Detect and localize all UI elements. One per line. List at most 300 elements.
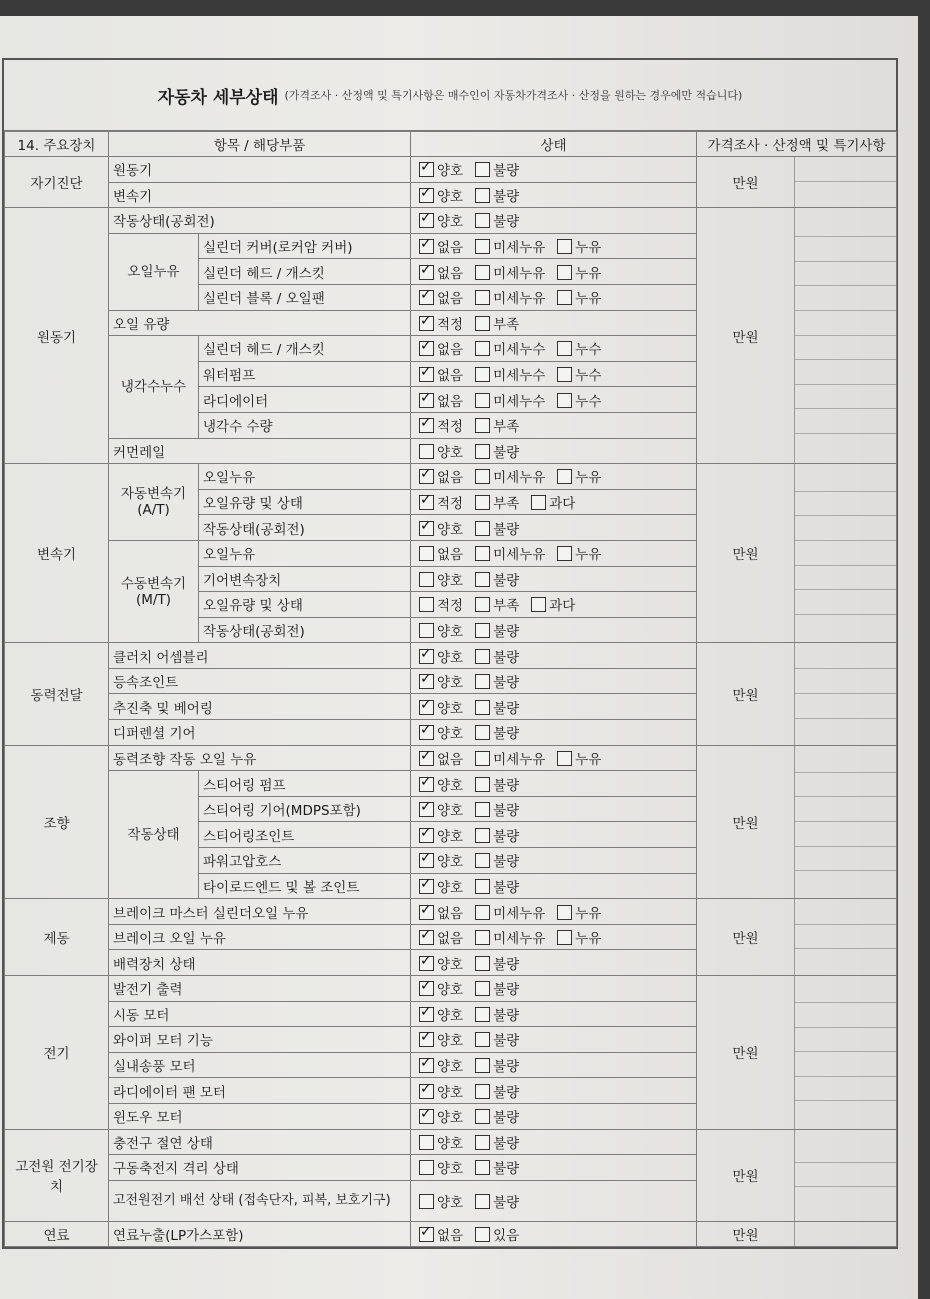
status-option[interactable] — [419, 671, 463, 691]
status-option[interactable] — [419, 748, 463, 768]
checked-checkbox[interactable] — [419, 495, 434, 510]
status-option[interactable] — [557, 390, 601, 410]
status-option[interactable] — [557, 287, 601, 307]
checked-checkbox[interactable] — [419, 777, 434, 792]
checkbox[interactable] — [475, 981, 490, 996]
note-line[interactable] — [795, 1163, 896, 1188]
status-option[interactable] — [475, 722, 519, 742]
table-row — [5, 976, 897, 1002]
item-label: 커먼레일 — [109, 438, 411, 464]
status-option[interactable] — [531, 594, 575, 614]
status-option[interactable] — [419, 466, 463, 486]
status-option[interactable] — [475, 1081, 519, 1101]
table-row — [5, 464, 897, 490]
checkbox[interactable] — [531, 597, 546, 612]
checkbox[interactable] — [475, 213, 490, 228]
status-option[interactable] — [419, 1191, 463, 1211]
checked-checkbox[interactable] — [419, 674, 434, 689]
status-option[interactable] — [475, 313, 519, 333]
status-option[interactable] — [557, 364, 601, 384]
status-option[interactable] — [475, 1106, 519, 1126]
status-option[interactable] — [419, 313, 463, 333]
status-options — [411, 643, 697, 669]
checkbox[interactable] — [475, 188, 490, 203]
status-option[interactable] — [419, 364, 463, 384]
note-line[interactable] — [795, 822, 896, 847]
status-option[interactable] — [557, 543, 601, 563]
status-option[interactable] — [419, 1132, 463, 1152]
option-label: 양호 — [437, 828, 464, 845]
section-name: 동력전달 — [5, 643, 109, 745]
status-option[interactable] — [475, 415, 519, 435]
status-option[interactable] — [419, 1106, 463, 1126]
option-label: 양호 — [437, 1161, 464, 1178]
status-option[interactable] — [475, 338, 545, 358]
status-option[interactable] — [475, 953, 519, 973]
note-line[interactable] — [795, 949, 896, 974]
status-option[interactable] — [419, 594, 463, 614]
section-name: 연료 — [5, 1221, 109, 1247]
status-option[interactable] — [475, 236, 545, 256]
checked-checkbox[interactable] — [419, 802, 434, 817]
checked-checkbox[interactable] — [419, 290, 434, 305]
option-label: 불량 — [493, 188, 520, 205]
checkbox[interactable] — [475, 341, 490, 356]
checkbox[interactable] — [419, 572, 434, 587]
status-option[interactable] — [475, 569, 519, 589]
option-label: 누유 — [575, 291, 602, 308]
price-note-lines[interactable] — [795, 208, 897, 464]
status-option[interactable] — [419, 1029, 463, 1049]
vehicle-detail-form — [2, 58, 898, 1249]
checked-checkbox[interactable] — [419, 981, 434, 996]
checked-checkbox[interactable] — [419, 316, 434, 331]
checked-checkbox[interactable] — [419, 341, 434, 356]
status-option[interactable] — [419, 646, 463, 666]
option-label: 누유 — [575, 751, 602, 768]
inspection-rows — [5, 157, 897, 1247]
sub-item-label: 스티어링 기어(MDPS포함) — [199, 796, 411, 822]
note-line[interactable] — [795, 434, 896, 459]
status-option[interactable] — [557, 466, 601, 486]
checkbox[interactable] — [475, 444, 490, 459]
checkbox[interactable] — [475, 521, 490, 536]
checkbox[interactable] — [475, 930, 490, 945]
checked-checkbox[interactable] — [419, 239, 434, 254]
status-option[interactable] — [475, 262, 545, 282]
note-line[interactable] — [795, 979, 896, 1004]
option-label: 누유 — [575, 470, 602, 487]
status-option[interactable] — [475, 1191, 519, 1211]
note-line[interactable] — [795, 925, 896, 950]
note-line[interactable] — [795, 900, 896, 925]
checkbox[interactable] — [557, 469, 572, 484]
status-option[interactable] — [419, 262, 463, 282]
note-line[interactable] — [795, 492, 896, 517]
price-note-lines[interactable] — [795, 745, 897, 899]
status-option[interactable] — [419, 825, 463, 845]
checkbox[interactable] — [475, 1135, 490, 1150]
price-note-lines[interactable] — [795, 1221, 897, 1247]
checked-checkbox[interactable] — [419, 1007, 434, 1022]
checked-checkbox[interactable] — [419, 265, 434, 280]
status-option[interactable] — [419, 978, 463, 998]
status-option[interactable] — [475, 978, 519, 998]
note-line[interactable] — [795, 871, 896, 896]
checkbox[interactable] — [475, 1227, 490, 1242]
status-option[interactable] — [419, 1055, 463, 1075]
status-option[interactable] — [419, 415, 463, 435]
checkbox[interactable] — [557, 930, 572, 945]
note-line[interactable] — [795, 311, 896, 336]
status-option[interactable] — [475, 210, 519, 230]
checkbox[interactable] — [475, 802, 490, 817]
checkbox[interactable] — [557, 905, 572, 920]
note-line[interactable] — [795, 237, 896, 262]
checked-checkbox[interactable] — [419, 1084, 434, 1099]
checkbox[interactable] — [475, 265, 490, 280]
checked-checkbox[interactable] — [419, 956, 434, 971]
checked-checkbox[interactable] — [419, 700, 434, 715]
status-option[interactable] — [475, 287, 545, 307]
option-label: 과다 — [549, 598, 576, 615]
checkbox[interactable] — [557, 239, 572, 254]
status-option[interactable] — [419, 236, 463, 256]
status-option[interactable] — [419, 876, 463, 896]
checked-checkbox[interactable] — [419, 879, 434, 894]
checkbox[interactable] — [557, 290, 572, 305]
item-group: 자동변속기 (A/T) — [109, 464, 199, 541]
status-option[interactable] — [419, 492, 463, 512]
checked-checkbox[interactable] — [419, 1032, 434, 1047]
status-options — [411, 387, 697, 413]
status-option[interactable] — [475, 1004, 519, 1024]
status-option[interactable] — [475, 543, 545, 563]
note-line[interactable] — [795, 158, 896, 183]
status-option[interactable] — [419, 159, 463, 179]
item-group: 오일누유 — [109, 233, 199, 310]
status-option[interactable] — [475, 850, 519, 870]
checkbox[interactable] — [475, 239, 490, 254]
option-label: 불량 — [493, 214, 520, 231]
note-line[interactable] — [795, 516, 896, 541]
price-note-lines[interactable] — [795, 464, 897, 643]
checkbox[interactable] — [475, 828, 490, 843]
note-line[interactable] — [795, 1101, 896, 1126]
checkbox[interactable] — [475, 418, 490, 433]
option-label: 부족 — [493, 496, 520, 513]
checked-checkbox[interactable] — [419, 1109, 434, 1124]
checkbox[interactable] — [475, 649, 490, 664]
status-options — [411, 899, 697, 925]
status-option[interactable] — [475, 927, 545, 947]
status-option[interactable] — [419, 441, 463, 461]
note-line[interactable] — [795, 1052, 896, 1077]
checkbox[interactable] — [475, 290, 490, 305]
status-option[interactable] — [419, 620, 463, 640]
status-option[interactable] — [419, 850, 463, 870]
option-label: 불량 — [493, 726, 520, 743]
status-option[interactable] — [475, 1055, 519, 1075]
note-line[interactable] — [795, 847, 896, 872]
status-option[interactable] — [475, 390, 545, 410]
option-label: 불량 — [493, 1033, 520, 1050]
note-line[interactable] — [795, 669, 896, 694]
status-option[interactable] — [557, 902, 601, 922]
status-option[interactable] — [475, 492, 519, 512]
checked-checkbox[interactable] — [419, 162, 434, 177]
option-label: 부족 — [493, 316, 520, 333]
option-label: 적정 — [437, 496, 464, 513]
section-name: 고전원 전기장치 — [5, 1129, 109, 1221]
status-option[interactable] — [557, 262, 601, 282]
checkbox[interactable] — [475, 316, 490, 331]
checkbox[interactable] — [419, 1160, 434, 1175]
status-option[interactable] — [419, 927, 463, 947]
status-option[interactable] — [419, 697, 463, 717]
status-option[interactable] — [475, 825, 519, 845]
checkbox[interactable] — [475, 777, 490, 792]
status-option[interactable] — [419, 338, 463, 358]
checked-checkbox[interactable] — [419, 751, 434, 766]
checkbox[interactable] — [475, 1058, 490, 1073]
checked-checkbox[interactable] — [419, 213, 434, 228]
status-option[interactable] — [419, 210, 463, 230]
checked-checkbox[interactable] — [419, 188, 434, 203]
checked-checkbox[interactable] — [419, 521, 434, 536]
option-label: 양호 — [437, 1033, 464, 1050]
note-line[interactable] — [795, 1028, 896, 1053]
note-line[interactable] — [795, 748, 896, 773]
price-note-lines[interactable] — [795, 976, 897, 1130]
status-option[interactable] — [475, 620, 519, 640]
checked-checkbox[interactable] — [419, 1227, 434, 1242]
sub-item-label: 스티어링조인트 — [199, 822, 411, 848]
status-option[interactable] — [557, 338, 601, 358]
option-label: 양호 — [437, 700, 464, 717]
status-options — [411, 1078, 697, 1104]
item-label: 작동상태(공회전) — [109, 208, 411, 234]
note-line[interactable] — [795, 1077, 896, 1102]
option-label: 없음 — [437, 240, 464, 257]
status-option[interactable] — [475, 799, 519, 819]
option-label: 없음 — [437, 470, 464, 487]
status-option[interactable] — [419, 569, 463, 589]
note-line[interactable] — [795, 1222, 896, 1247]
status-option[interactable] — [475, 876, 519, 896]
option-label: 없음 — [437, 291, 464, 308]
option-label: 미세누유 — [493, 751, 546, 768]
note-line[interactable] — [795, 1187, 896, 1212]
note-line[interactable] — [795, 590, 896, 615]
checkbox[interactable] — [557, 367, 572, 382]
option-label: 없음 — [437, 751, 464, 768]
note-line[interactable] — [795, 409, 896, 434]
checkbox[interactable] — [557, 341, 572, 356]
checked-checkbox[interactable] — [419, 418, 434, 433]
status-option[interactable] — [475, 1132, 519, 1152]
status-option[interactable] — [475, 594, 519, 614]
status-option[interactable] — [419, 799, 463, 819]
status-option[interactable] — [475, 364, 545, 384]
status-option[interactable] — [419, 774, 463, 794]
checked-checkbox[interactable] — [419, 905, 434, 920]
status-option[interactable] — [475, 697, 519, 717]
checkbox[interactable] — [475, 597, 490, 612]
checkbox[interactable] — [475, 546, 490, 561]
option-label: 불량 — [493, 700, 520, 717]
status-options — [411, 745, 697, 771]
checkbox[interactable] — [475, 751, 490, 766]
status-option[interactable] — [419, 518, 463, 538]
status-option[interactable] — [419, 1157, 463, 1177]
status-options — [411, 873, 697, 899]
checked-checkbox[interactable] — [419, 725, 434, 740]
option-label: 미세누수 — [493, 393, 546, 410]
table-row — [5, 643, 897, 669]
checkbox[interactable] — [475, 905, 490, 920]
checkbox[interactable] — [475, 1032, 490, 1047]
option-label: 누수 — [575, 393, 602, 410]
status-option[interactable] — [475, 1029, 519, 1049]
price-note-lines[interactable] — [795, 643, 897, 745]
price-note-lines[interactable] — [795, 1129, 897, 1221]
item-label: 추진축 및 베어링 — [109, 694, 411, 720]
checkbox[interactable] — [419, 623, 434, 638]
checkbox[interactable] — [475, 1194, 490, 1209]
status-option[interactable] — [557, 748, 601, 768]
checked-checkbox[interactable] — [419, 469, 434, 484]
status-option[interactable] — [475, 518, 519, 538]
note-line[interactable] — [795, 694, 896, 719]
option-label: 불량 — [493, 956, 520, 973]
status-option[interactable] — [475, 774, 519, 794]
checkbox[interactable] — [475, 674, 490, 689]
checked-checkbox[interactable] — [419, 1058, 434, 1073]
note-line[interactable] — [795, 262, 896, 287]
option-label: 없음 — [437, 1228, 464, 1245]
note-line[interactable] — [795, 336, 896, 361]
checkbox[interactable] — [557, 265, 572, 280]
status-option[interactable] — [557, 927, 601, 947]
checked-checkbox[interactable] — [419, 930, 434, 945]
checkbox[interactable] — [419, 1135, 434, 1150]
form-title-bar — [4, 60, 896, 131]
note-line[interactable] — [795, 773, 896, 798]
item-label: 실내송풍 모터 — [109, 1052, 411, 1078]
checkbox[interactable] — [475, 1109, 490, 1124]
checkbox[interactable] — [475, 572, 490, 587]
checkbox[interactable] — [419, 1194, 434, 1209]
price-note-lines[interactable] — [795, 899, 897, 976]
status-option[interactable] — [419, 1224, 463, 1244]
status-option[interactable] — [475, 748, 545, 768]
checkbox[interactable] — [475, 367, 490, 382]
checkbox[interactable] — [475, 956, 490, 971]
note-line[interactable] — [795, 566, 896, 591]
status-option[interactable] — [419, 953, 463, 973]
checkbox[interactable] — [475, 162, 490, 177]
checkbox[interactable] — [475, 853, 490, 868]
checkbox[interactable] — [419, 546, 434, 561]
checkbox[interactable] — [557, 751, 572, 766]
checkbox[interactable] — [475, 469, 490, 484]
status-option[interactable] — [419, 185, 463, 205]
status-option[interactable] — [419, 722, 463, 742]
status-option[interactable] — [419, 543, 463, 563]
status-option[interactable] — [475, 646, 519, 666]
checked-checkbox[interactable] — [419, 853, 434, 868]
status-option[interactable] — [475, 466, 545, 486]
option-label: 양호 — [437, 675, 464, 692]
option-label: 있음 — [493, 1228, 520, 1245]
status-option[interactable] — [419, 390, 463, 410]
checkbox[interactable] — [557, 393, 572, 408]
checkbox[interactable] — [475, 495, 490, 510]
item-label: 동력조향 작동 오일 누유 — [109, 745, 411, 771]
price-note-lines[interactable] — [795, 157, 897, 208]
status-option[interactable] — [531, 492, 575, 512]
note-line[interactable] — [795, 213, 896, 238]
status-option[interactable] — [419, 902, 463, 922]
option-label: 양호 — [437, 521, 464, 538]
checkbox[interactable] — [475, 1007, 490, 1022]
status-option[interactable] — [557, 236, 601, 256]
note-line[interactable] — [795, 360, 896, 385]
option-label: 양호 — [437, 854, 464, 871]
checkbox[interactable] — [475, 623, 490, 638]
status-option[interactable] — [475, 671, 519, 691]
status-option[interactable] — [419, 1004, 463, 1024]
note-line[interactable] — [795, 286, 896, 311]
note-line[interactable] — [795, 541, 896, 566]
note-line[interactable] — [795, 385, 896, 410]
status-option[interactable] — [419, 287, 463, 307]
note-line[interactable] — [795, 719, 896, 744]
status-option[interactable] — [475, 185, 519, 205]
note-line[interactable] — [795, 1138, 896, 1163]
checkbox[interactable] — [531, 495, 546, 510]
checked-checkbox[interactable] — [419, 649, 434, 664]
note-line[interactable] — [795, 182, 896, 207]
checkbox[interactable] — [475, 879, 490, 894]
checkbox[interactable] — [419, 444, 434, 459]
checkbox[interactable] — [475, 1084, 490, 1099]
status-option[interactable] — [419, 1081, 463, 1101]
status-options — [411, 1103, 697, 1129]
status-option[interactable] — [475, 159, 519, 179]
checkbox[interactable] — [475, 700, 490, 715]
checked-checkbox[interactable] — [419, 828, 434, 843]
checkbox[interactable] — [419, 597, 434, 612]
checked-checkbox[interactable] — [419, 393, 434, 408]
checked-checkbox[interactable] — [419, 367, 434, 382]
status-option[interactable] — [475, 441, 519, 461]
checkbox[interactable] — [475, 1160, 490, 1175]
status-option[interactable] — [475, 1157, 519, 1177]
checkbox[interactable] — [475, 725, 490, 740]
checkbox[interactable] — [557, 546, 572, 561]
note-line[interactable] — [795, 615, 896, 640]
status-option[interactable] — [475, 902, 545, 922]
note-line[interactable] — [795, 467, 896, 492]
note-line[interactable] — [795, 797, 896, 822]
note-line[interactable] — [795, 645, 896, 670]
checkbox[interactable] — [475, 393, 490, 408]
note-line[interactable] — [795, 1003, 896, 1028]
table-row — [5, 745, 897, 771]
status-option[interactable] — [475, 1224, 519, 1244]
